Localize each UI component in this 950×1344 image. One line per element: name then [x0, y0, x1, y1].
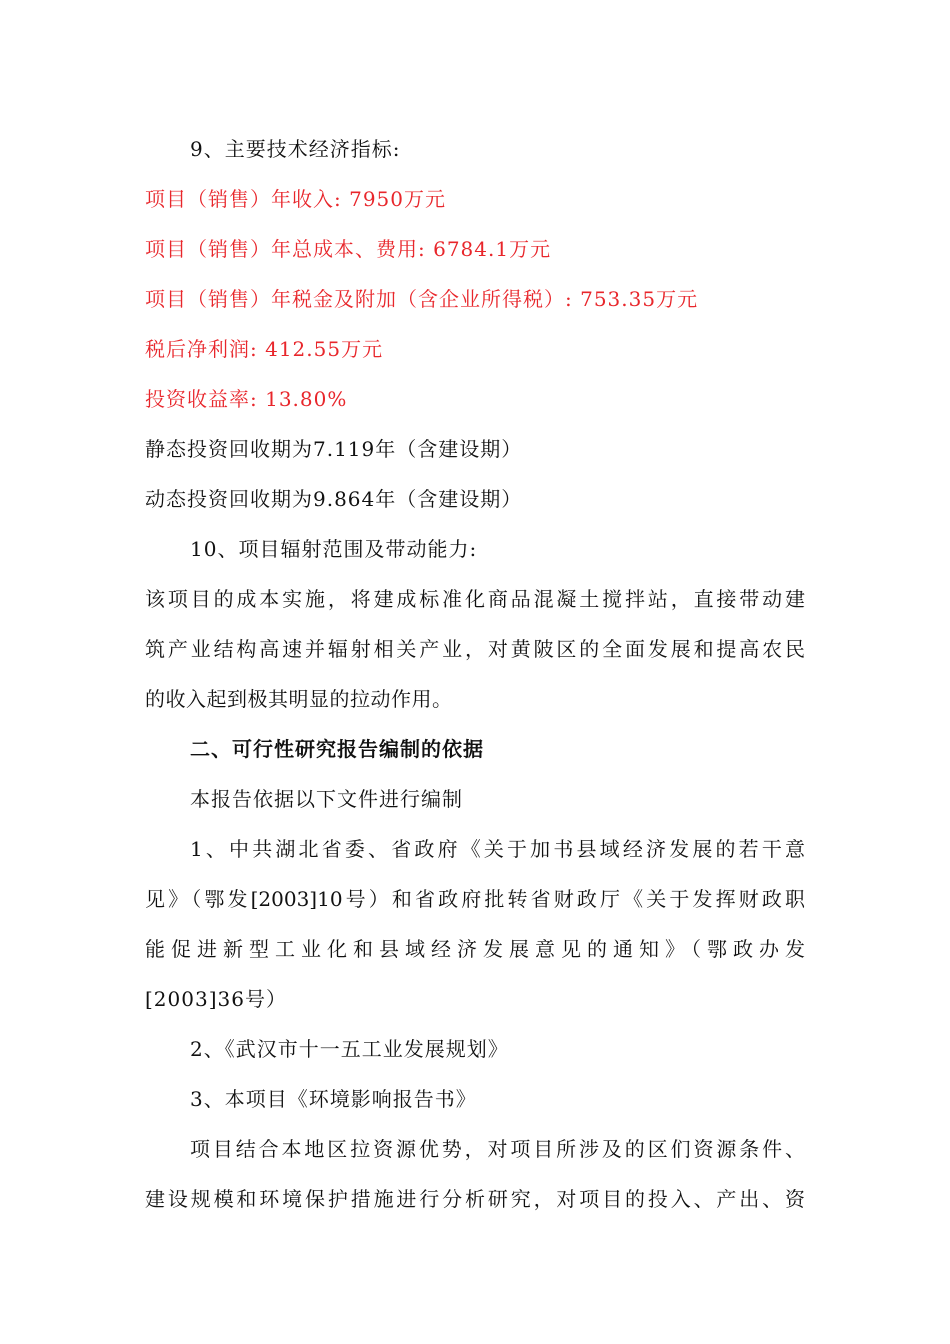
radiation-paragraph-line: 筑产业结构高速并辐射相关产业，对黄陂区的全面发展和提高农民: [145, 637, 805, 661]
radiation-heading: 10、项目辐射范围及带动能力:: [190, 537, 478, 561]
basis-item-1-line: [2003]36号）: [145, 987, 287, 1011]
indicator-annual-cost: 项目（销售）年总成本、费用: 6784.1万元: [145, 237, 552, 261]
indicator-static-payback: 静态投资回收期为7.119年（含建设期）: [145, 437, 523, 461]
closing-paragraph-line: 项目结合本地区拉资源优势，对项目所涉及的区们资源条件、: [190, 1137, 805, 1161]
indicator-annual-tax: 项目（销售）年税金及附加（含企业所得税）: 753.35万元: [145, 287, 699, 311]
basis-item-1-line: 见》（鄂发[2003]10号）和省政府批转省财政厅《关于发挥财政职: [145, 887, 805, 911]
indicator-annual-revenue: 项目（销售）年收入: 7950万元: [145, 187, 446, 211]
indicator-net-profit: 税后净利润: 412.55万元: [145, 337, 384, 361]
basis-intro: 本报告依据以下文件进行编制: [190, 787, 463, 811]
indicators-heading: 9、主要技术经济指标:: [190, 137, 401, 161]
basis-item-3: 3、本项目《环境影响报告书》: [190, 1087, 477, 1111]
indicator-dynamic-payback: 动态投资回收期为9.864年（含建设期）: [145, 487, 523, 511]
radiation-paragraph-line: 的收入起到极其明显的拉动作用。: [145, 687, 453, 711]
indicator-roi: 投资收益率: 13.80%: [145, 387, 348, 411]
basis-item-2: 2、《武汉市十一五工业发展规划》: [190, 1037, 509, 1061]
basis-item-1-line: 1、中共湖北省委、省政府《关于加书县域经济发展的若干意: [190, 837, 805, 861]
basis-item-1-line: 能促进新型工业化和县域经济发展意见的通知》（鄂政办发: [145, 937, 805, 961]
basis-section-heading: 二、可行性研究报告编制的依据: [190, 737, 484, 761]
closing-paragraph-line: 建设规模和环境保护措施进行分析研究，对项目的投入、产出、资: [145, 1187, 805, 1211]
radiation-paragraph-line: 该项目的成本实施，将建成标准化商品混凝土搅拌站，直接带动建: [145, 587, 805, 611]
